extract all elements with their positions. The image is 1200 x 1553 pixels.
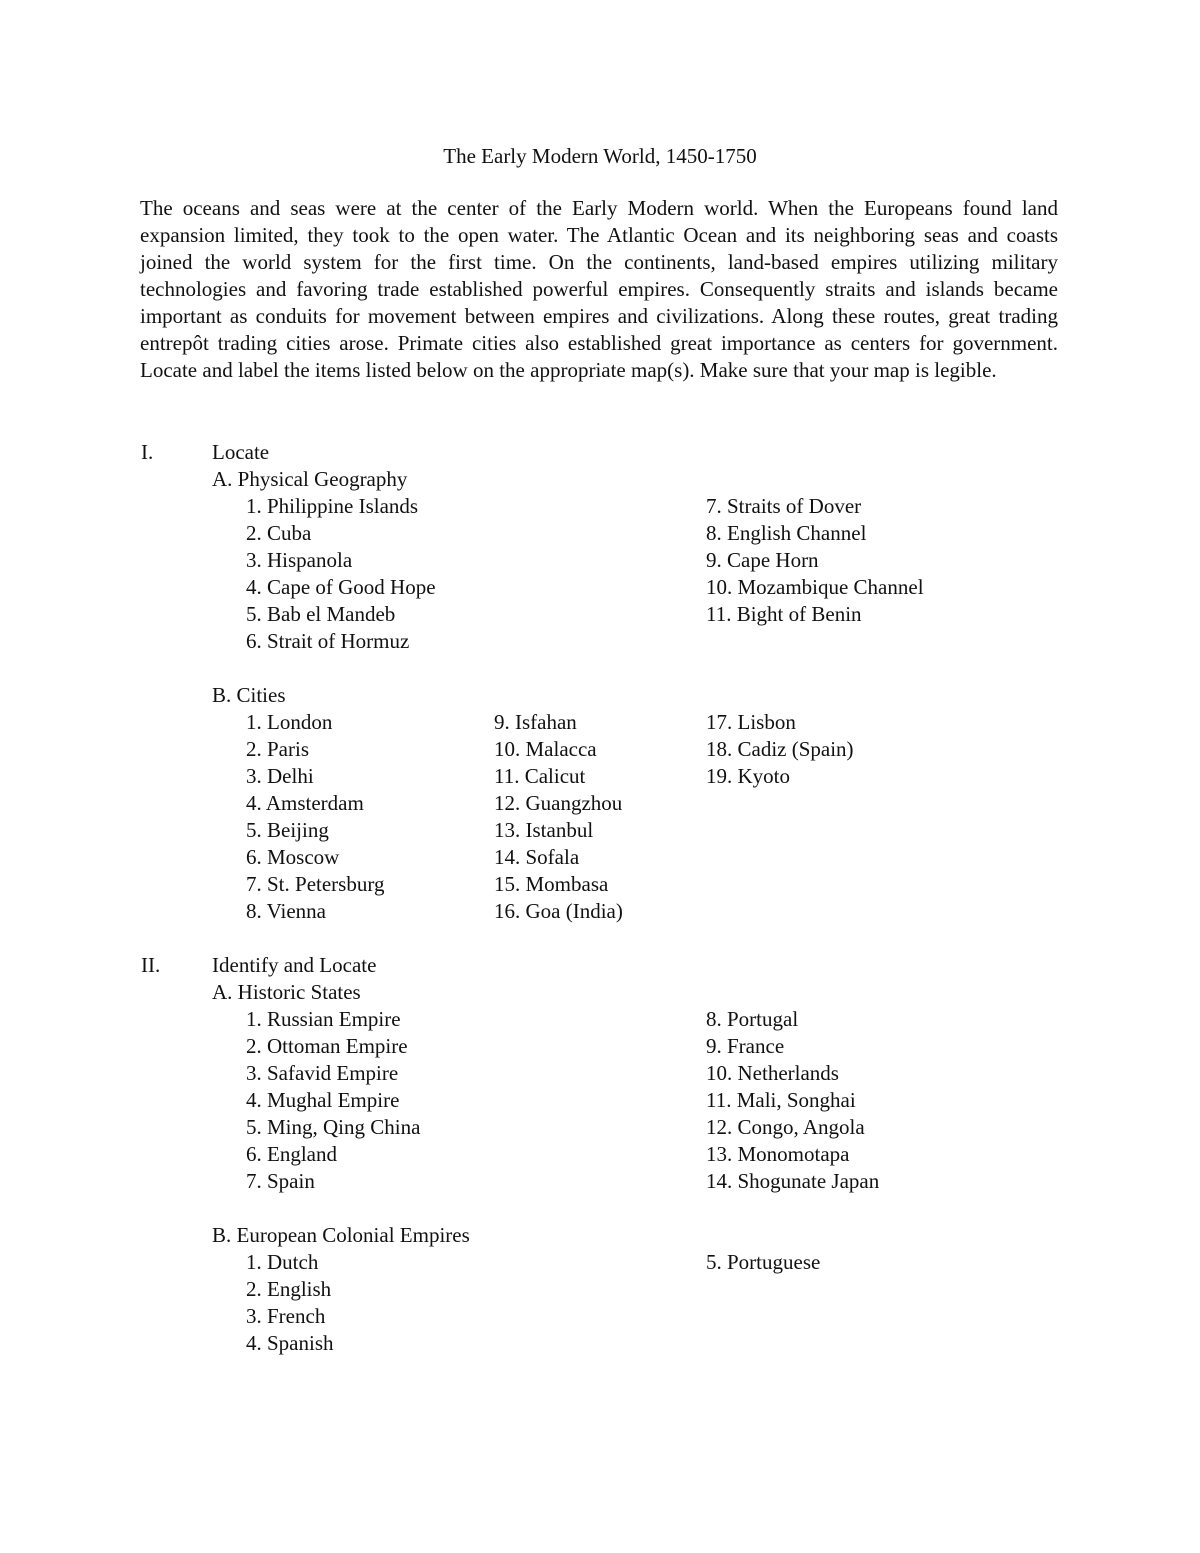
list-item: 3. Hispanola — [246, 548, 353, 572]
list-item: 4. Amsterdam — [246, 791, 364, 815]
list-item: 2. Ottoman Empire — [246, 1034, 408, 1058]
list-item: 5. Beijing — [246, 818, 329, 842]
list-item: 7. Straits of Dover — [706, 494, 862, 518]
list-item: 7. St. Petersburg — [246, 872, 385, 896]
list-item: 8. English Channel — [706, 521, 867, 545]
list-item: 12. Guangzhou — [494, 791, 623, 815]
list-item: 18. Cadiz (Spain) — [706, 737, 854, 761]
list-item: 3. Safavid Empire — [246, 1061, 399, 1085]
list-item: 1. London — [246, 710, 333, 734]
list-item: 4. Mughal Empire — [246, 1088, 400, 1112]
section-2-title: Identify and Locate — [212, 953, 377, 977]
list-item: 13. Istanbul — [494, 818, 594, 842]
list-item: 1. Russian Empire — [246, 1007, 401, 1031]
list-item: 15. Mombasa — [494, 872, 609, 896]
list-item: 16. Goa (India) — [494, 899, 623, 923]
list-item: 11. Mali, Songhai — [706, 1088, 856, 1112]
list-item: 11. Bight of Benin — [706, 602, 862, 626]
list-item: 9. Isfahan — [494, 710, 577, 734]
section-1-title: Locate — [212, 440, 270, 464]
list-item: 2. Cuba — [246, 521, 312, 545]
list-item: 1. Philippine Islands — [246, 494, 419, 518]
list-item: 7. Spain — [246, 1169, 315, 1193]
historic-states-heading: A. Historic States — [212, 980, 361, 1004]
list-item: 6. Moscow — [246, 845, 340, 869]
document-title: The Early Modern World, 1450-1750 — [443, 144, 757, 168]
list-item: 10. Mozambique Channel — [706, 575, 924, 599]
colonial-empires-heading: B. European Colonial Empires — [212, 1223, 470, 1247]
list-item: 14. Shogunate Japan — [706, 1169, 880, 1193]
physical-geography-heading: A. Physical Geography — [212, 467, 408, 491]
list-item: 11. Calicut — [494, 764, 586, 788]
list-item: 17. Lisbon — [706, 710, 796, 734]
list-item: 8. Portugal — [706, 1007, 799, 1031]
list-item: 2. Paris — [246, 737, 309, 761]
list-item: 8. Vienna — [246, 899, 327, 923]
list-item: 1. Dutch — [246, 1250, 319, 1274]
list-item: 4. Spanish — [246, 1331, 334, 1355]
list-item: 10. Malacca — [494, 737, 597, 761]
list-item: 5. Bab el Mandeb — [246, 602, 396, 626]
list-item: 9. Cape Horn — [706, 548, 819, 572]
list-item: 5. Ming, Qing China — [246, 1115, 421, 1139]
intro-paragraph: The oceans and seas were at the center of the Early Modern world. When the Europeans found land expansion limited, they took to the open water. The Atlantic Ocean and its neighboring seas and coasts joined the world system for the first time. On the continents, land-based empires utilizing military technologies and favoring trade established powerful empires. Consequently straits and islands became important as conduits for movement between empires and civilizations. Along these routes, great trading entrepôt trading cities arose. Primate cities also established great importance as centers for government. Locate and label the items listed below on the appropriate map(s). Make sure that your map is legible. — [140, 196, 1058, 382]
list-item: 9. France — [706, 1034, 785, 1058]
list-item: 10. Netherlands — [706, 1061, 839, 1085]
list-item: 12. Congo, Angola — [706, 1115, 865, 1139]
list-item: 4. Cape of Good Hope — [246, 575, 436, 599]
section-2-numeral: II. — [141, 953, 161, 977]
list-item: 19. Kyoto — [706, 764, 790, 788]
list-item: 3. French — [246, 1304, 326, 1328]
list-item: 3. Delhi — [246, 764, 314, 788]
list-item: 6. England — [246, 1142, 337, 1166]
list-item: 14. Sofala — [494, 845, 580, 869]
list-item: 13. Monomotapa — [706, 1142, 850, 1166]
list-item: 2. English — [246, 1277, 332, 1301]
list-item: 6. Strait of Hormuz — [246, 629, 410, 653]
section-1-numeral: I. — [141, 440, 154, 464]
list-item: 5. Portuguese — [706, 1250, 821, 1274]
cities-heading: B. Cities — [212, 683, 286, 707]
